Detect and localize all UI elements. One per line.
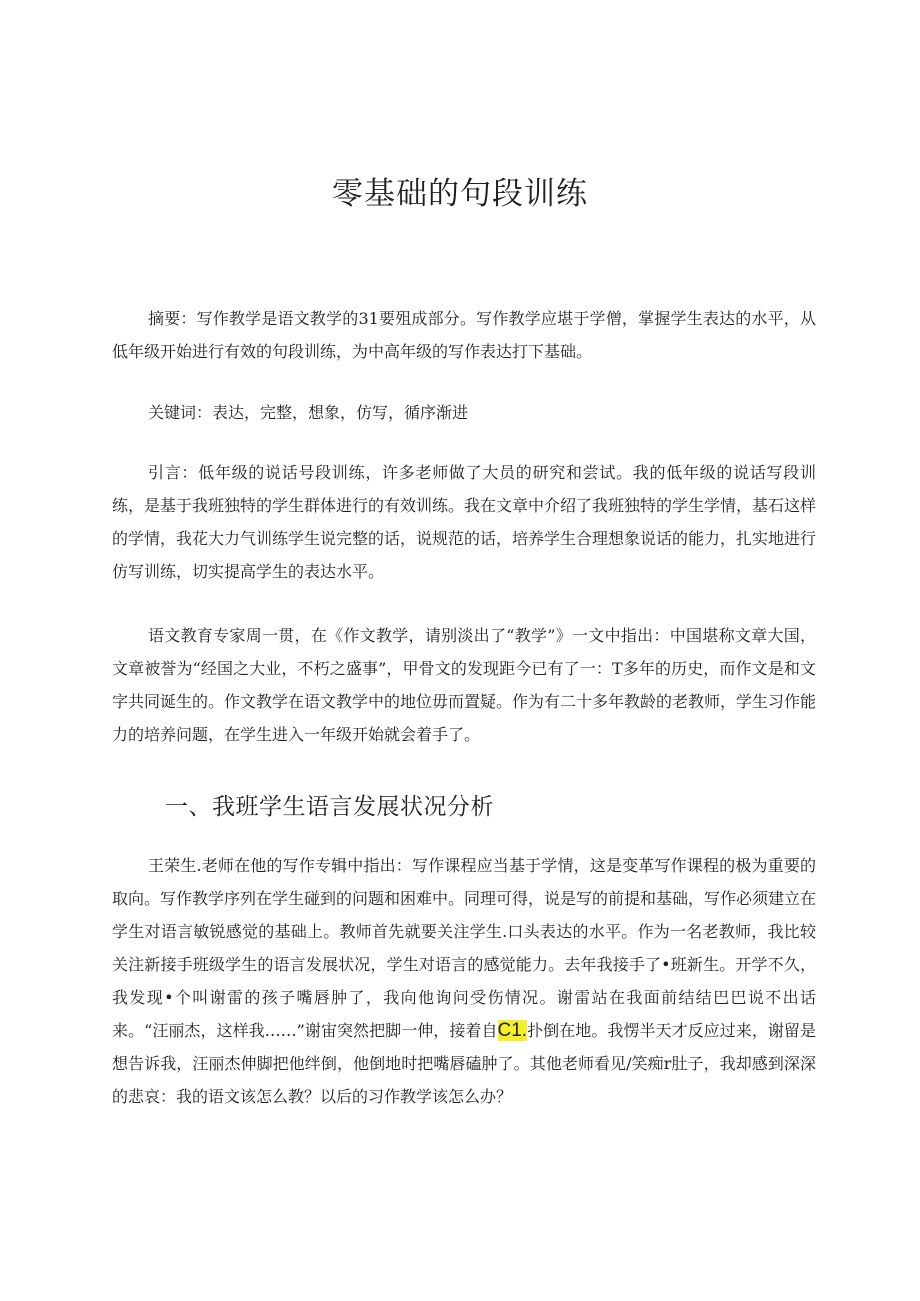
highlighted-text: C1.	[497, 1020, 528, 1041]
intro-paragraph: 引言：低年级的说话号段训练，许多老师做了大员的研究和尝试。我的低年级的说话写段训练，是基于我班独特的学生群体进行的有效训练。我在文章中介绍了我班独特的学生学情，基石这样的学情，我花大力气训练学生说完整的话，说规范的话，培养学生合理想象说话的能力，扎实地进行仿写训练，切实提高学生的表达水平。	[112, 463, 817, 581]
body-paragraph-1: 语文教育专家周一贯，在《作文教学，请别淡出了“教学”》一文中指出：中国堪称文章大国，文章被誉为“经国之大业，不朽之盛事”，甲骨文的发现距今已有了一：T多年的历史，而作文是和文字共同诞生的。作文教学在语文教学中的地位毋而置疑。作为有二十多年教龄的老教师，学生习作能力的培养问题，在学生进入一年级开始就会着手了。	[112, 626, 817, 744]
section-1-text-part-1: 王荣生.老师在他的写作专辑中指出：写作课程应当基于学情，这是变革写作课程的极为重要的取向。写作教学序列在学生碰到的问题和困难中。同理可得，说是写的前提和基础，写作必须建立在学生对语言敏锐感觉的基础上。教师首先就要关注学生.口头表达的水平。作为一名老教师，我比较关注新接手班级学生的语言发展状况，学生对语言的感觉能力。去年我接手了•班新生。开学不久，我发现•个叫谢雷的孩子嘴唇肿了，我向他询问受伤情况。谢雷站在我面前结结巴巴说不出话来。“汪丽杰，这样我……”谢宙突然把脚一伸，接着自	[112, 856, 817, 1040]
keywords-paragraph: 关键词：表达，完整，想象，仿写，循序渐进	[148, 403, 469, 422]
section-1-text-part-2: 扑倒在地。我愣半天才反应过来，谢留是想告诉我，汪丽杰伸脚把他绊倒，他倒地时把嘴唇磕肿了。其他老师看见/笑痴r肚子，我却感到深深的悲哀：我的语文该怎么教？以后的习作教学该怎么办？	[112, 1021, 816, 1106]
section-1-paragraph	[112, 849, 816, 1113]
document-title: 零基础的句段训练	[332, 176, 588, 212]
abstract-paragraph: 摘要：写作教学是语文教学的31要殂成部分。写作教学应堪于学僧，掌握学生表达的水平，从低年级开始进行有效的句段训练，为中高年级的写作表达打下基础。	[112, 309, 816, 361]
section-heading-1: 一、我班学生语言发展状况分析	[165, 794, 494, 820]
